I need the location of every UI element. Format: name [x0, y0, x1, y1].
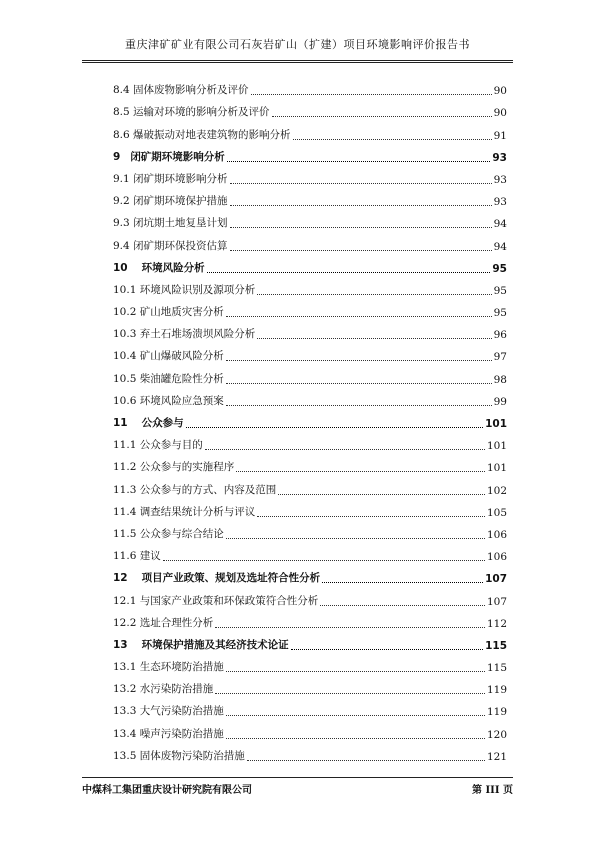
toc-chapter-entry[interactable]	[113, 408, 507, 430]
toc-entry-title: 11.5 公众参与综合结论	[113, 527, 224, 540]
toc-chapter-entry[interactable]	[113, 142, 507, 164]
toc-page-number: 98	[493, 373, 507, 386]
toc-dot-leader	[320, 605, 485, 606]
toc-entry-title: 10.6 环境风险应急预案	[113, 394, 224, 407]
toc-entry-title: 11.6 建议	[113, 550, 161, 563]
footer-organization: 中煤科工集团重庆设计研究院有限公司	[82, 785, 252, 796]
toc-entry-title	[113, 637, 289, 652]
toc-dot-leader	[247, 760, 485, 761]
toc-page-number: 102	[486, 484, 507, 497]
toc-section-entry[interactable]	[113, 585, 507, 607]
toc-section-entry[interactable]	[113, 208, 507, 230]
toc-section-entry[interactable]	[113, 474, 507, 496]
toc-dot-leader	[226, 405, 492, 406]
toc-section-entry[interactable]	[113, 164, 507, 186]
toc-entry-title: 11.1 公众参与目的	[113, 439, 203, 452]
toc-page-number: 95	[493, 307, 507, 320]
toc-chapter-title: 闭矿期环境影响分析	[130, 150, 225, 163]
toc-page-number: 119	[486, 684, 507, 697]
toc-entry-title: 11.4 调查结果统计分析与评议	[113, 505, 256, 518]
toc-entry-title: 12.2 选址合理性分析	[113, 616, 214, 629]
toc-section-entry[interactable]	[113, 275, 507, 297]
toc-section-entry[interactable]	[113, 652, 507, 674]
toc-section-entry[interactable]	[113, 230, 507, 252]
toc-chapter-entry[interactable]	[113, 563, 507, 585]
toc-chapter-number: 9	[113, 150, 121, 163]
toc-page-number: 99	[493, 395, 507, 408]
toc-dot-leader	[226, 738, 485, 739]
header-title: 重庆津矿矿业有限公司石灰岩矿山（扩建）项目环境影响评价报告书	[125, 38, 470, 51]
toc-dot-leader	[291, 649, 483, 650]
toc-page-number: 95	[493, 284, 507, 297]
toc-dot-leader	[322, 582, 483, 583]
toc-entry-title: 8.6 爆破振动对地表建筑物的影响分析	[113, 128, 291, 141]
toc-chapter-title: 项目产业政策、规划及选址符合性分析	[141, 572, 321, 585]
toc-page-number: 115	[485, 639, 507, 652]
toc-page-number: 90	[493, 107, 507, 120]
toc-section-entry[interactable]	[113, 363, 507, 385]
toc-page-number: 112	[486, 617, 507, 630]
toc-page-number: 95	[492, 262, 507, 275]
toc-dot-leader	[293, 139, 492, 140]
toc-page-number: 107	[485, 573, 507, 586]
toc-dot-leader	[205, 449, 485, 450]
toc-section-entry[interactable]	[113, 386, 507, 408]
toc-page-number: 119	[486, 706, 507, 719]
toc-dot-leader	[236, 471, 485, 472]
toc-page-number: 93	[493, 196, 507, 209]
toc-dot-leader	[215, 627, 485, 628]
toc-entry-title: 8.5 运输对环境的影响分析及评价	[113, 106, 270, 119]
toc-dot-leader	[272, 116, 492, 117]
toc-dot-leader	[226, 538, 485, 539]
toc-entry-title: 8.4 固体废物影响分析及评价	[113, 84, 249, 97]
toc-entry-title: 10.5 柴油罐危险性分析	[113, 372, 224, 385]
toc-chapter-entry[interactable]	[113, 630, 507, 652]
toc-section-entry[interactable]	[113, 541, 507, 563]
toc-page-number: 101	[485, 418, 507, 430]
toc-entry-title: 10.3 弃土石堆场溃坝风险分析	[113, 328, 256, 341]
toc-entry-title	[113, 149, 225, 164]
toc-entry-title	[113, 415, 184, 430]
toc-page-number: 115	[486, 662, 507, 675]
toc-chapter-entry[interactable]	[113, 253, 507, 275]
toc-page-number: 120	[486, 728, 507, 741]
toc-entry-title: 9.1 闭矿期环境影响分析	[113, 172, 228, 185]
toc-section-entry[interactable]	[113, 718, 507, 740]
toc-chapter-title: 环境风险分析	[141, 261, 205, 274]
toc-section-entry[interactable]	[113, 319, 507, 341]
toc-page-number: 90	[493, 85, 507, 98]
toc-section-entry[interactable]	[113, 119, 507, 141]
toc-section-entry[interactable]	[113, 452, 507, 474]
toc-dot-leader	[207, 272, 491, 273]
toc-page-number: 94	[493, 240, 507, 253]
toc-dot-leader	[226, 383, 492, 384]
toc-dot-leader	[230, 227, 492, 228]
toc-entry-title: 9.3 闭坑期土地复垦计划	[113, 217, 228, 230]
toc-entry-title: 13.1 生态环境防治措施	[113, 661, 224, 674]
toc-page-number: 93	[493, 173, 507, 186]
toc-entry-title	[113, 570, 320, 585]
toc-chapter-title: 环境保护措施及其经济技术论证	[141, 638, 289, 651]
toc-section-entry[interactable]	[113, 741, 507, 763]
toc-entry-title: 13.4 噪声污染防治措施	[113, 727, 224, 740]
toc-page-number: 101	[486, 462, 507, 475]
toc-dot-leader	[230, 205, 492, 206]
toc-dot-leader	[186, 427, 483, 428]
toc-page-number: 94	[493, 218, 507, 231]
toc-section-entry[interactable]	[113, 497, 507, 519]
toc-section-entry[interactable]	[113, 430, 507, 452]
toc-chapter-number: 13	[113, 638, 128, 651]
toc-entry-title: 10.1 环境风险识别及源项分析	[113, 283, 256, 296]
toc-chapter-number: 12	[113, 572, 128, 585]
toc-entry-title	[113, 260, 205, 275]
toc-entry-title: 11.2 公众参与的实施程序	[113, 461, 235, 474]
toc-section-entry[interactable]	[113, 186, 507, 208]
toc-dot-leader	[278, 494, 485, 495]
toc-dot-leader	[257, 294, 491, 295]
toc-entry-title: 13.2 水污染防治措施	[113, 683, 214, 696]
page-footer	[82, 777, 513, 796]
toc-page-number: 93	[492, 151, 507, 164]
toc-section-entry[interactable]	[113, 97, 507, 119]
toc-entry-title: 11.3 公众参与的方式、内容及范围	[113, 483, 277, 496]
toc-entry-title: 10.2 矿山地质灾害分析	[113, 306, 224, 319]
toc-entry-title: 9.2 闭矿期环境保护措施	[113, 195, 228, 208]
table-of-contents	[113, 75, 507, 763]
toc-page-number: 97	[493, 351, 507, 364]
toc-chapter-number: 10	[113, 261, 128, 274]
toc-dot-leader	[257, 338, 491, 339]
toc-page-number: 106	[486, 528, 507, 541]
toc-chapter-title: 公众参与	[141, 417, 184, 429]
footer-page-number: 第 III 页	[472, 785, 513, 796]
toc-entry-title: 13.5 固体废物污染防治措施	[113, 749, 245, 762]
toc-section-entry[interactable]	[113, 608, 507, 630]
toc-section-entry[interactable]	[113, 674, 507, 696]
toc-section-entry[interactable]	[113, 297, 507, 319]
page-header	[82, 36, 513, 61]
toc-page-number: 96	[493, 329, 507, 342]
toc-page-number: 121	[486, 750, 507, 763]
toc-dot-leader	[226, 715, 485, 716]
toc-entry-title: 10.4 矿山爆破风险分析	[113, 350, 224, 363]
toc-dot-leader	[226, 316, 492, 317]
toc-dot-leader	[227, 161, 491, 162]
toc-section-entry[interactable]	[113, 75, 507, 97]
toc-page-number: 105	[486, 506, 507, 519]
toc-entry-title: 12.1 与国家产业政策和环保政策符合性分析	[113, 594, 319, 607]
toc-entry-title: 9.4 闭矿期环保投资估算	[113, 239, 228, 252]
toc-page-number: 91	[493, 129, 507, 142]
toc-dot-leader	[215, 693, 485, 694]
toc-dot-leader	[163, 560, 485, 561]
toc-page-number: 107	[486, 595, 507, 608]
toc-dot-leader	[230, 183, 492, 184]
toc-dot-leader	[226, 360, 492, 361]
toc-dot-leader	[251, 94, 492, 95]
toc-dot-leader	[257, 516, 485, 517]
toc-section-entry[interactable]	[113, 519, 507, 541]
toc-section-entry[interactable]	[113, 696, 507, 718]
toc-entry-title: 13.3 大气污染防治措施	[113, 705, 224, 718]
toc-chapter-number: 11	[113, 417, 128, 429]
toc-dot-leader	[230, 250, 492, 251]
toc-dot-leader	[226, 671, 485, 672]
toc-section-entry[interactable]	[113, 341, 507, 363]
toc-page-number: 101	[486, 440, 507, 453]
toc-page-number: 106	[486, 551, 507, 564]
